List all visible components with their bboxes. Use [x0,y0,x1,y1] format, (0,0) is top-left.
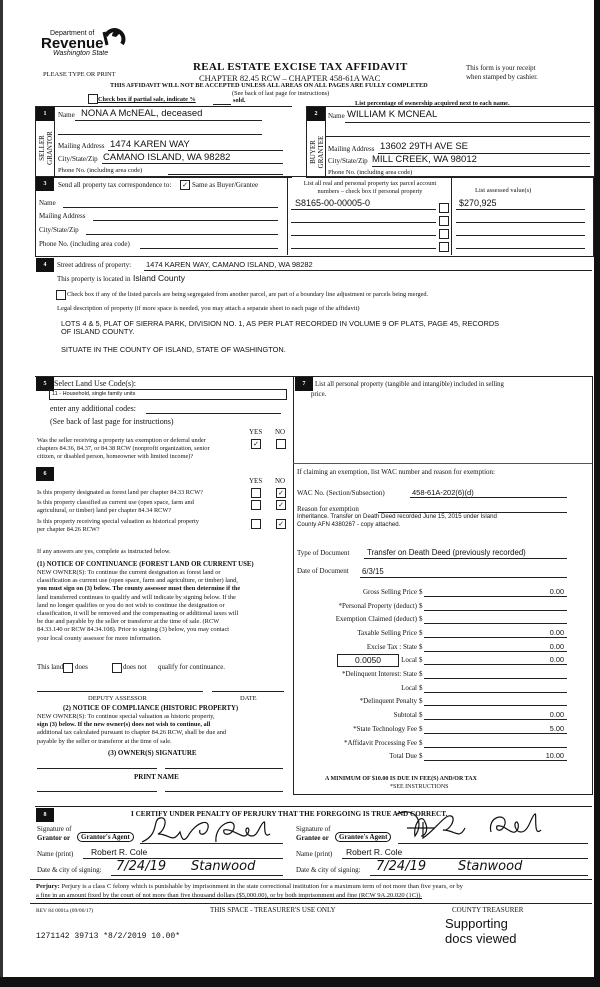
buyer-city-label: City/State/Zip [328,157,368,165]
buyer-name-field[interactable] [345,122,590,123]
amount-label-delinquent-local: Local [401,684,417,692]
current-use-no-checkbox[interactable]: ✓ [276,500,286,510]
parcel-2-personal-checkbox[interactable] [439,216,449,226]
print-name-label: PRINT NAME [134,773,179,781]
segregated-checkbox[interactable] [56,290,66,300]
logo-line3: Washington State [53,50,109,57]
this-land-label: This land [37,663,64,671]
amount-dollar: $ [419,629,423,637]
parcel-header: List all real and personal property tax parcel account numbers – check box if personal property [303,180,437,195]
amount-field-excise-local[interactable] [424,664,567,665]
amount-field-taxable[interactable] [424,637,567,638]
does-label: does [75,663,88,671]
seller-name-value: NONA A McNEAL, deceased [81,108,203,119]
amount-label-gross: Gross Selling Price [362,588,417,596]
date-label: DATE [240,695,257,702]
see-back-note: (See back of last page for instructions) [232,90,330,97]
exemption-no-checkbox[interactable] [276,439,286,449]
seller-phone-label: Phone No. (including area code) [58,167,143,174]
see-instructions: *SEE INSTRUCTIONS [390,784,449,790]
grantee-agent-oval: Grantee's Agent [335,832,391,842]
parcel-1-value: S8165-00-00005-0 [295,198,371,208]
sold-label: sold. [233,97,246,104]
grantor-city-value: Stanwood [191,859,256,874]
seller-city-label: City/State/Zip [58,155,98,163]
grantor-agent-oval: Grantor's Agent [77,832,134,842]
county-treasurer: COUNTY TREASURER [452,906,524,914]
doc-type-field[interactable] [364,558,567,559]
assessed-1-value: $270,925 [459,198,497,208]
amount-value-total: 10.00 [545,751,564,760]
please-type: PLEASE TYPE OR PRINT [43,71,116,78]
perjury-text: Perjury: Perjury is a class C felony which is punishable by imprisonment in the state correctional institution for a maximum term of not more than five years, or by a fine in an amount fixed by the court of not more than five thousand dollars ($5,000.00), or by both imprisonment and fine (RCW 9A.20.020 (1C)). [36,883,463,899]
grantor-sig-label-1: Signature of [37,825,72,833]
additional-codes-field[interactable] [146,413,281,414]
land-use-label: Select Land Use Code(s): [54,379,136,388]
current-use-question: Is this property classified as current use (open space, farm and agricultural, or timber) land per chapter 84.34 RCW? [37,499,194,514]
amount-value-excise-local: 0.00 [549,655,564,664]
local-rate-box [337,654,399,667]
receipt-note-2: when stamped by cashier. [466,73,538,81]
section-6-no-header: NO [275,477,286,485]
seller-city-field[interactable] [102,163,283,164]
amount-label-personal: *Personal Property (deduct) [338,602,417,610]
amount-dollar: $ [419,656,423,664]
amount-field-exemption[interactable] [424,623,567,624]
exemption-label: If claiming an exemption, list WAC number and reason for exemption: [297,468,495,476]
parcel-3-field[interactable] [291,235,436,236]
does-not-qualify-checkbox[interactable] [112,663,122,673]
form-subtitle: CHAPTER 82.45 RCW – CHAPTER 458-61A WAC [199,73,381,83]
street-field[interactable] [144,270,592,271]
grantor-sig-label-2: Grantor or [37,834,71,842]
corr-name-label: Name [39,199,56,207]
form-id: REV 84 0001a (09/06/17) [36,908,94,914]
buyer-side-label: BUYER GRANTEE [309,135,325,169]
amount-value-tech-fee: 5.00 [549,724,564,733]
amount-label-delinquent-state: *Delinquent Interest: State [341,670,417,678]
corr-phone-field[interactable] [140,248,278,249]
section-2-number: 2 [307,107,325,121]
legal-line-2: OF ISLAND COUNTY. [61,327,135,336]
grantee-date-value: 7/24/19 [376,859,427,874]
amount-label-taxable: Taxable Selling Price [357,629,417,637]
amount-label-subtotal: Subtotal [393,711,417,719]
grantor-date-field[interactable] [111,875,283,876]
parcel-2-field[interactable] [291,222,436,223]
amount-label-tech-fee: *State Technology Fee [353,725,417,733]
amount-dollar: $ [419,697,423,705]
partial-sale-checkbox[interactable] [88,94,98,104]
assessed-2-field[interactable] [456,222,585,223]
buyer-address-label: Mailing Address [328,145,375,153]
seller-side-label: SELLER GRANTOR [38,131,54,165]
minimum-note: A MINIMUM OF $10.00 IS DUE IN FEE(S) AND/OR TAX [325,776,477,782]
exemption-question: Was the seller receiving a property tax exemption or deferral under chapters 84.36, 84.37, or 84.38 RCW (nonprofit organization, senior citizen, or disabled person, homeowner with limited income)? [37,437,210,460]
buyer-name-value: WILLIAM K MCNEAL [347,109,438,120]
amount-dollar: $ [419,684,423,692]
wac-label: WAC No. (Section/Subsection) [297,489,385,497]
grantee-date-label: Date & city of signing: [296,866,361,874]
amount-dollar: $ [419,588,423,596]
treasurer-use: THIS SPACE - TREASURER'S USE ONLY [210,906,336,914]
forest-land-yes-checkbox[interactable] [251,488,261,498]
doc-date-value: 6/3/15 [362,567,384,576]
owner-signature-field-2[interactable] [165,768,283,769]
same-as-buyer-label: Same as Buyer/Grantee [192,181,259,189]
land-use-yes-header: YES [249,428,263,436]
logo-line2: Revenue [41,35,104,52]
grantee-sig-label-2: Grantee or [296,834,329,842]
section-7-number: 7 [295,377,313,391]
amount-label-processing-fee: *Affidavit Processing Fee [344,739,417,747]
section-6-yes-header: YES [249,477,263,485]
buyer-phone-label: Phone No. (including area code) [328,169,413,176]
parcel-3-personal-checkbox[interactable] [439,229,449,239]
parcel-divider-left [287,178,288,255]
personal-property-field[interactable] [296,402,590,462]
parcel-1-personal-checkbox[interactable] [439,203,449,213]
qualify-label: qualify for continuance. [158,663,226,671]
amount-value-excise-state: 0.00 [549,642,564,651]
grantor-name-value: Robert R. Cole [91,847,148,857]
buyer-city-value: MILL CREEK, WA 98012 [372,154,477,165]
correspondence-label: Send all property tax correspondence to: [58,181,172,189]
section-8-number: 8 [36,808,54,822]
historical-question: Is this property receiving special valuation as historical property per chapter 84.26 RCW? [37,518,199,533]
amount-value-subtotal: 0.00 [549,710,564,719]
form-title: REAL ESTATE EXCISE TAX AFFIDAVIT [193,61,408,73]
warning-text: THIS AFFIDAVIT WILL NOT BE ACCEPTED UNLESS ALL AREAS ON ALL PAGES ARE FULLY COMPLETED [110,82,428,89]
seller-name-line-2[interactable] [58,134,262,135]
legal-line-1: LOTS 4 & 5, PLAT OF SIERRA PARK, DIVISION NO. 1, AS PER PLAT RECORDED IN VOLUME 9 OF PLATS, PAGE 45, RECORDS [61,319,500,328]
receipt-note-1: This form is your receipt [466,64,536,72]
land-use-select[interactable] [49,389,287,400]
grantee-city-value: Stanwood [458,859,523,874]
seller-address-field[interactable] [108,150,283,151]
grantor-signature [140,814,280,848]
corr-name-field[interactable] [63,207,278,208]
seller-side-divider [54,107,55,177]
historical-no-checkbox[interactable]: ✓ [276,519,286,529]
exemption-yes-checkbox[interactable]: ✓ [251,439,261,449]
amount-field-subtotal[interactable] [424,719,567,720]
land-use-no-header: NO [275,428,286,436]
partial-sale-label: Check box if partial sale, indicate % [98,96,196,103]
buyer-name-label: Name [328,112,345,120]
amount-label-excise-local: Local [401,656,417,664]
amount-field-processing-fee[interactable] [424,747,567,748]
same-as-buyer-checkbox[interactable]: ✓ [180,180,190,190]
street-label: Street address of property: [57,261,132,269]
print-name-field-2[interactable] [165,791,283,792]
section-4-number: 4 [36,258,54,272]
notice1-title: (1) NOTICE OF CONTINUANCE (FOREST LAND OR CURRENT USE) [37,561,254,568]
corr-phone-label: Phone No. (including area code) [39,240,130,248]
reason-line-2: County AFN 4380267 - copy attached. [297,521,401,528]
assessor-date-field[interactable] [212,691,284,692]
current-use-yes-checkbox[interactable] [251,500,261,510]
amount-label-total: Total Due [389,752,417,760]
located-label: This property is located in [57,275,131,283]
doc-date-label: Date of Document [297,567,349,575]
section-3-number: 3 [36,177,54,191]
amount-field-total[interactable] [424,760,567,761]
grantee-signature [395,808,545,846]
notice2-body: NEW OWNER(S): To continue special valuation as historic property, sign (3) below. If the new owner(s) does not wish to continue, all additional tax calculated pursuant to chapter 84.26 RCW, shall be due and payable by the seller or transferor at the time of sale. [37,713,227,745]
reason-label: Reason for exemption [297,505,359,513]
corr-address-field[interactable] [93,220,278,221]
street-value: 1474 KAREN WAY, CAMANO ISLAND, WA 98282 [146,260,313,269]
grantee-name-label: Name (print) [296,850,333,858]
grantor-date-value: 7/24/19 [116,859,167,874]
amount-dollar: $ [419,615,423,623]
local-rate-value: 0.0050 [355,655,381,665]
parcel-divider-right [451,178,452,255]
perjury-bottom-rule [30,903,592,904]
scan-edge-left [0,0,3,987]
parcel-1-field[interactable] [291,209,436,210]
notice1-body: NEW OWNER(S): To continue the current designation as forest land or classification as current use (open space, farm and agriculture, or timber) land, you must sign on (3) below. The county assessor must then determine if the land transferred continues to qualify and will indicate by signing below. If the land no longer qualifies or you do not wish to continue the designation or classification, it will be removed and the compensating or additional taxes will be due and payable by the seller or transferor at the time of sale. (RCW 84.33.140 or RCW 84.34.108). Prior to signing (3) below, you may contact your local county assessor for more information. [37,569,241,642]
historical-yes-checkbox[interactable] [251,519,261,529]
amount-dollar: $ [419,752,423,760]
owner-signature-field-1[interactable] [37,768,157,769]
assessed-1-field[interactable] [456,209,585,210]
amount-value-taxable: 0.00 [549,628,564,637]
amount-field-gross[interactable] [424,596,567,597]
amount-label-exemption: Exemption Claimed (deduct) [335,615,417,623]
grantor-name-label: Name (print) [37,850,74,858]
wac-value: 458-61A-202(6)(d) [412,488,474,497]
corr-address-label: Mailing Address [39,212,86,220]
perjury-top-rule [30,879,592,880]
amount-field-personal[interactable] [424,610,567,611]
seller-city-value: CAMANO ISLAND, WA 98282 [103,152,231,163]
seller-name-field[interactable] [75,120,262,121]
logo-line1: Department of [50,30,95,37]
forest-land-no-checkbox[interactable]: ✓ [276,488,286,498]
dor-swirl-icon [102,23,129,49]
amount-dollar: $ [419,602,423,610]
perjury-bold: Perjury: [36,883,60,890]
amount-dollar: $ [419,725,423,733]
buyer-address-value: 13602 29TH AVE SE [380,141,469,152]
amount-field-penalty[interactable] [424,705,567,706]
doc-type-label: Type of Document [297,549,350,557]
doc-type-value: Transfer on Death Deed (previously recorded) [367,548,526,557]
amount-field-delinquent-state[interactable] [424,678,567,679]
certify-text: I CERTIFY UNDER PENALTY OF PERJURY THAT THE FOREGOING IS TRUE AND CORRECT. [131,810,448,818]
scan-edge-bottom [0,977,600,987]
section-5-number: 5 [36,377,54,391]
amount-field-excise-state[interactable] [424,651,567,652]
grantee-name-value: Robert R. Cole [346,847,403,857]
land-use-selected: 11 - Household, single family units [52,391,136,397]
stamp-line-1: Supporting [445,916,508,931]
section-6-number: 6 [36,467,54,481]
buyer-city-field[interactable] [372,166,590,167]
assessed-header: List assessed value(s) [475,187,532,194]
partial-sale-percent-field[interactable] [213,104,231,105]
corr-city-label: City/State/Zip [39,226,79,234]
receipt-line: 1271142 39713 *8/2/2019 10.00* [36,932,181,941]
reason-line-1: Inheritance. Transfer on Death Deed recorded June 15, 2015 under Island [297,513,497,520]
amount-dollar: $ [419,711,423,719]
forest-land-question: Is this property designated as forest land per chapter 84.33 RCW? [37,489,203,496]
stamp-line-2: docs viewed [445,931,517,946]
seller-address-value: 1474 KAREN WAY [110,139,190,150]
buyer-name-line-2[interactable] [326,136,590,137]
segregated-label: Check box if any of the listed parcels are being segregated from another parcel, are part of a boundary line adjustment or parcels being merged. [67,291,429,298]
buyer-side-divider [325,107,326,177]
seller-address-label: Mailing Address [58,142,105,150]
amount-field-delinquent-local[interactable] [424,692,567,693]
amount-label-penalty: *Delinquent Penalty [359,697,417,705]
personal-property-label: List all personal property (tangible and intangible) included in selling price. [311,381,504,398]
notice2-title: (2) NOTICE OF COMPLIANCE (HISTORIC PROPERTY) [63,705,239,712]
land-use-see-back: (See back of last page for instructions) [50,417,174,426]
assessed-4-field[interactable] [456,248,585,249]
parcel-4-field[interactable] [291,248,436,249]
section-1-number: 1 [36,107,54,121]
doc-date-field[interactable] [360,577,567,578]
grantee-sig-label-1: Signature of [296,825,331,833]
ownership-note: List percentage of ownership acquired next to each name. [355,100,510,107]
print-name-field-1[interactable] [37,791,157,792]
amount-field-tech-fee[interactable] [424,733,567,734]
parcel-4-personal-checkbox[interactable] [439,242,449,252]
additional-codes-label: enter any additional codes: [50,404,136,413]
amount-dollar: $ [419,739,423,747]
deputy-assessor-signature-field[interactable] [37,691,203,692]
legal-label: Legal description of property (if more space is needed, you may attach a separate sheet to each page of the affidavit) [57,305,360,312]
does-qualify-checkbox[interactable] [63,663,73,673]
section-8-top-rule [35,806,592,807]
amount-label-excise-state: Excise Tax : State [366,643,417,651]
amount-dollar: $ [419,670,423,678]
deputy-assessor-label: DEPUTY ASSESSOR [88,695,147,702]
seller-name-label: Name [58,111,75,119]
if-yes-note: If any answers are yes, complete as instructed below. [37,548,171,555]
exemption-divider [293,463,592,464]
corr-city-field[interactable] [86,234,278,235]
owner-signature-label: (3) OWNER(S) SIGNATURE [108,749,197,757]
seller-phone-field[interactable] [168,174,283,175]
amount-dollar: $ [419,643,423,651]
amount-value-gross: 0.00 [549,587,564,596]
assessed-3-field[interactable] [456,235,585,236]
does-not-label: does not [123,663,147,671]
legal-line-3: SITUATE IN THE COUNTY OF ISLAND, STATE OF WASHINGTON. [61,345,286,354]
grantee-date-field[interactable] [370,875,588,876]
grantor-date-label: Date & city of signing: [37,866,102,874]
county-value: Island County [133,273,185,283]
wac-field[interactable] [410,497,567,498]
